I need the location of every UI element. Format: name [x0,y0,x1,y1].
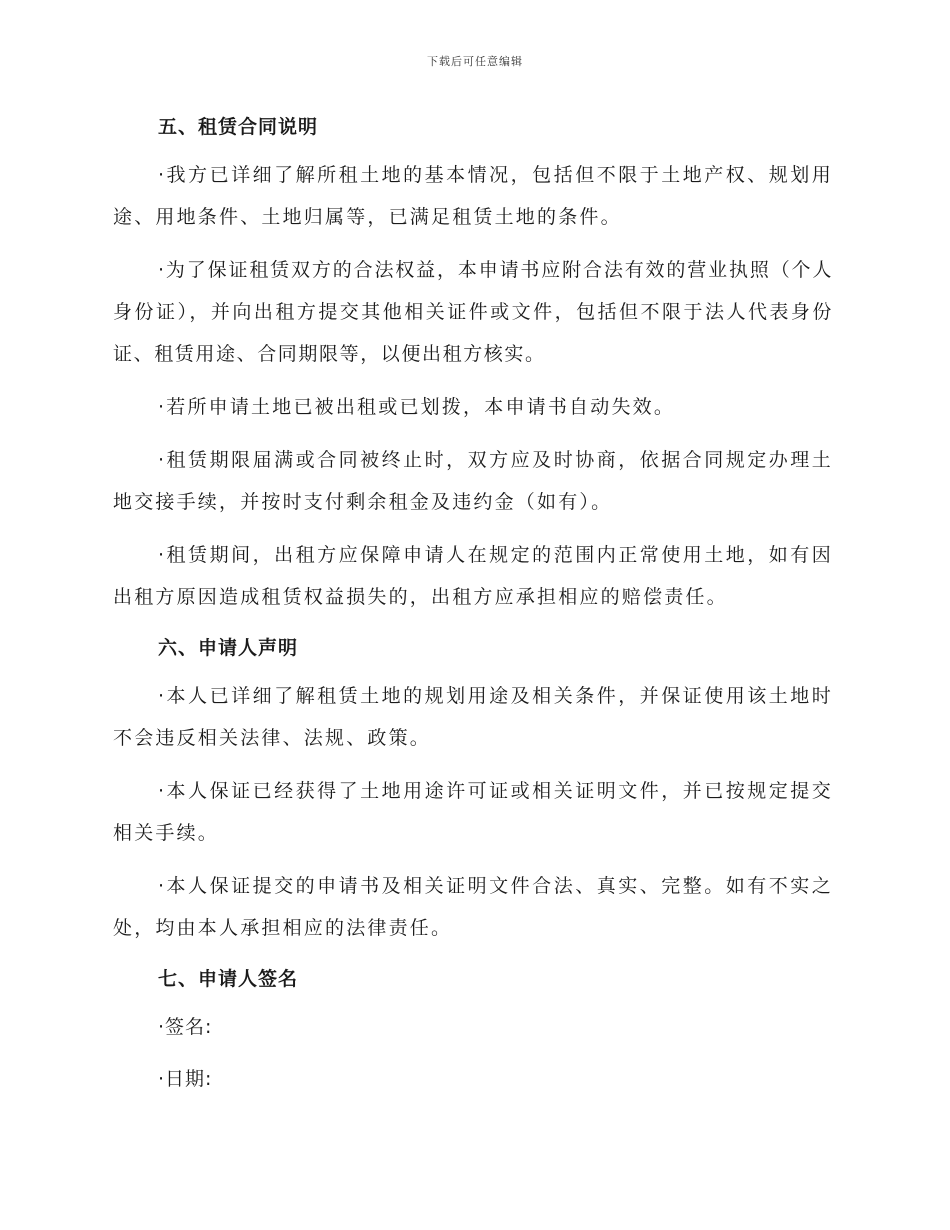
section-5-item-3: ·若所申请土地已被出租或已划拨，本申请书自动失效。 [158,396,676,418]
section-6-item-1: ·本人已详细了解租赁土地的规划用途及相关条件，并保证使用该土地时不会违反相关法律、法规、政策。 [113,685,833,749]
date-field-label: ·日期: [158,1068,213,1090]
document-body [113,108,833,1110]
section-7-title: 七、申请人签名 [158,968,299,990]
section-6-title: 六、申请人声明 [158,637,299,659]
section-5-item-1: ·我方已详细了解所租土地的基本情况，包括但不限于土地产权、规划用途、用地条件、土地归属等，已满足租赁土地的条件。 [113,164,833,228]
section-5-item-2: ·为了保证租赁双方的合法权益，本申请书应附合法有效的营业执照（个人身份证），并向出租方提交其他相关证件或文件，包括但不限于法人代表身份证、租赁用途、合同期限等，以便出租方核实。 [113,259,833,365]
section-5-item-4: ·租赁期限届满或合同被终止时，双方应及时协商，依据合同规定办理土地交接手续，并按时支付剩余租金及违约金（如有）。 [113,449,833,513]
section-6-item-2: ·本人保证已经获得了土地用途许可证或相关证明文件，并已按规定提交相关手续。 [113,780,833,844]
section-6-item-3: ·本人保证提交的申请书及相关证明文件合法、真实、完整。如有不实之处，均由本人承担相应的法律责任。 [113,875,833,939]
header-note: 下载后可任意编辑 [427,55,523,68]
signature-field-label: ·签名: [158,1016,213,1038]
section-5-item-5: ·租赁期间，出租方应保障申请人在规定的范围内正常使用土地，如有因出租方原因造成租赁权益损失的，出租方应承担相应的赔偿责任。 [113,544,833,608]
section-5-title: 五、租赁合同说明 [158,116,319,138]
